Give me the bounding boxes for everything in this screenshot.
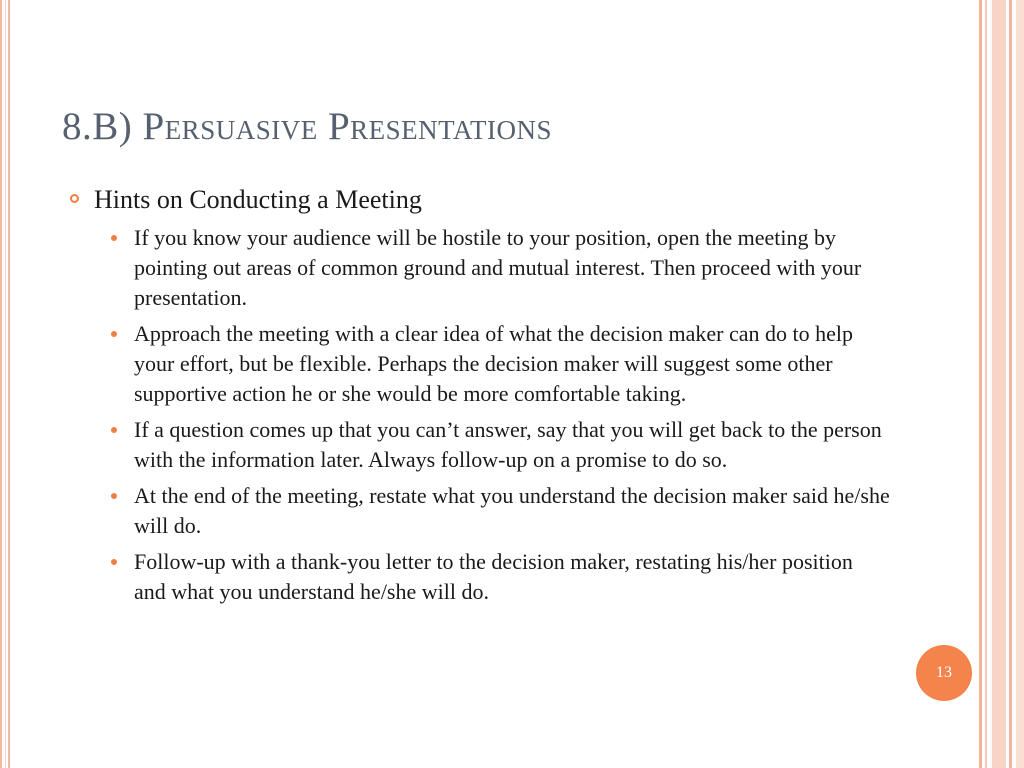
bullet-text: At the end of the meeting, restate what you understand the decision maker said he/she will do. [134,483,890,538]
bullet-item [70,481,890,541]
heading-item [70,183,890,217]
bullet-item [70,223,890,313]
bullet-item [70,319,890,409]
left-decorative-border [0,0,10,768]
bullet-item [70,415,890,475]
slide-body [70,183,890,613]
bullet-text: Follow-up with a thank-you letter to the decision maker, restating his/her position and what you understand he/she will do. [134,549,853,604]
bullet-text: Approach the meeting with a clear idea of what the decision maker can do to help your effort, but be flexible. Perhaps the decision maker will suggest some other supportive action he or she would be more comfortable taking. [134,321,854,406]
heading-text: Hints on Conducting a Meeting [94,185,422,214]
dot-bullet-icon [111,331,117,337]
right-decorative-border [979,0,1024,768]
bullet-item [70,547,890,607]
page-number-badge [916,645,972,701]
dot-bullet-icon [111,235,117,241]
bullet-text: If you know your audience will be hostile to your position, open the meeting by pointing out areas of common ground and mutual interest. Then proceed with your presentation. [134,225,862,310]
dot-bullet-icon [111,559,117,565]
dot-bullet-icon [111,493,117,499]
bullet-text: If a question comes up that you can’t answer, say that you will get back to the person with the information later. Always follow-up on a promise to do so. [134,417,882,472]
dot-bullet-icon [111,427,117,433]
page-number: 13 [936,664,952,681]
slide-title: 8.B) Persuasive Presentations [62,105,552,148]
hollow-circle-bullet-icon [70,194,79,203]
